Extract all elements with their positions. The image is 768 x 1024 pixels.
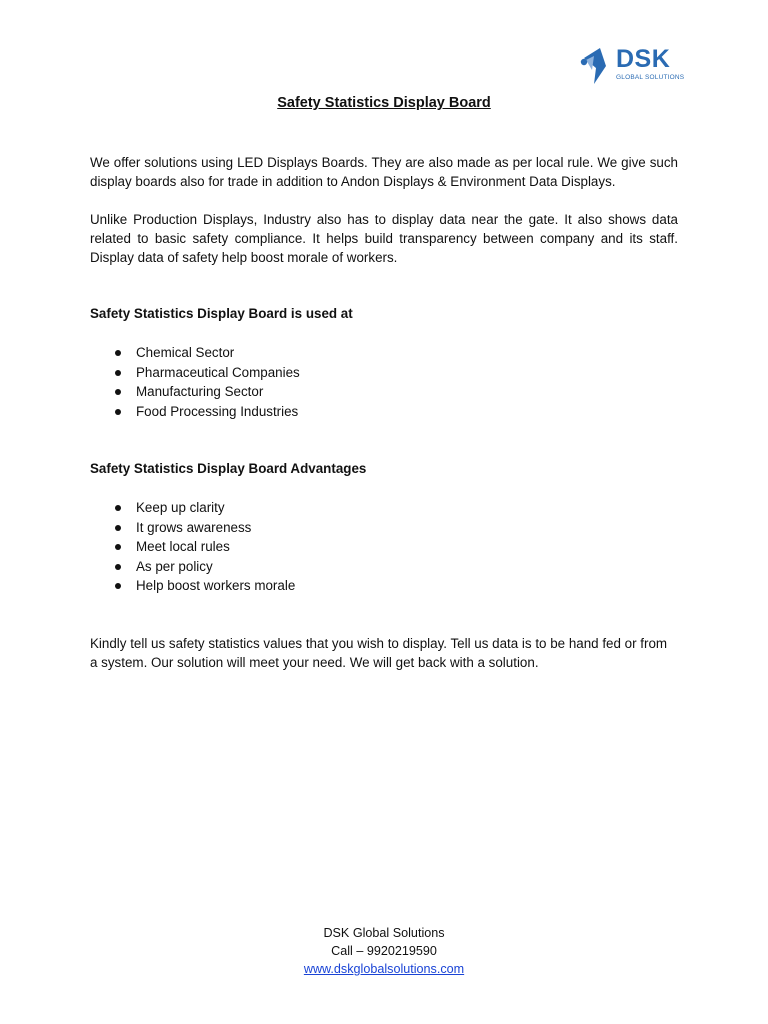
list-item-text: Chemical Sector: [136, 345, 235, 360]
list-item-text: As per policy: [136, 558, 213, 574]
list-item-text: Manufacturing Sector: [136, 384, 264, 400]
list-item: [90, 363, 300, 383]
list-item-text: Pharmaceutical Companies: [136, 364, 300, 380]
list-item: [90, 537, 295, 557]
website-link[interactable]: www.dskglobalsolutions.com: [303, 962, 465, 976]
list-item-text: Keep up clarity: [136, 500, 225, 515]
bullet-icon: [115, 583, 121, 589]
used-at-heading: Safety Statistics Display Board is used at: [90, 306, 353, 321]
bullet-icon: [115, 389, 121, 395]
bullet-icon: [115, 544, 121, 550]
list-item: [90, 343, 300, 363]
footer-website: [0, 960, 768, 978]
logo-subtitle: GLOBAL SOLUTIONS: [616, 74, 685, 81]
page-title-text: Safety Statistics Display Board: [277, 95, 491, 111]
footer-company: DSK Global Solutions: [323, 926, 445, 940]
bullet-icon: [115, 525, 121, 531]
intro-paragraph-1: We offer solutions using LED Displays Boards. They are also made as per local rule. We give such display boards also for trade in addition to Andon Displays & Environment Data Displays.: [90, 155, 678, 189]
used-at-list: [90, 343, 300, 421]
list-item: [90, 402, 300, 422]
list-item: [90, 498, 295, 518]
page-title: [0, 95, 768, 111]
logo-brand: DSK: [616, 45, 671, 73]
footer-call: Call – 9920219590: [331, 944, 437, 958]
list-item: [90, 576, 295, 596]
list-item-text: It grows awareness: [136, 519, 252, 535]
bullet-icon: [115, 370, 121, 376]
bullet-icon: [115, 564, 121, 570]
list-item: [90, 557, 295, 577]
closing-paragraph: Kindly tell us safety statistics values that you wish to display. Tell us data is to be hand fed or from a system. Our solution will meet your need. We will get back with a solution.: [90, 636, 668, 670]
list-item: [90, 518, 295, 538]
dsk-logo-icon: [580, 46, 616, 86]
dsk-logo: [580, 46, 690, 86]
bullet-icon: [115, 505, 121, 511]
list-item: [90, 382, 300, 402]
bullet-icon: [115, 350, 121, 356]
bullet-icon: [115, 409, 121, 415]
advantages-heading: Safety Statistics Display Board Advantages: [90, 461, 367, 476]
list-item-text: Meet local rules: [136, 539, 230, 555]
list-item-text: Help boost workers morale: [136, 578, 296, 594]
list-item-text: Food Processing Industries: [136, 403, 299, 419]
advantages-list: [90, 498, 295, 596]
intro-paragraph-2: Unlike Production Displays, Industry also has to display data near the gate. It also shows data related to basic safety compliance. It helps build transparency between company and its staff. Display data of safety help boost morale of workers.: [90, 212, 678, 265]
